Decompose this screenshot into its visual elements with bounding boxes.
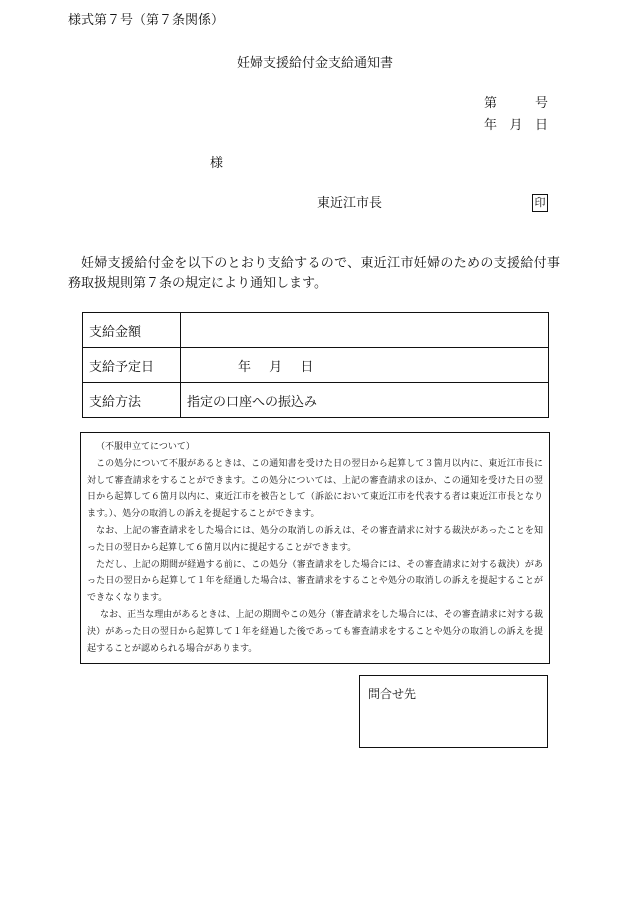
amount-label: 支給金額 xyxy=(83,313,181,348)
appeal-notice-heading: （不服申立てについて） xyxy=(96,442,195,452)
scheduled-month: 月 xyxy=(269,359,283,375)
table-row-method xyxy=(83,383,549,418)
appeal-notice-paragraph: この処分について不服があるときは、この通知書を受けた日の翌日から起算して３箇月以内に、東近江市長に対して審査請求をすることができます。この処分については、上記の審査請求のほか、この通知を受けた日の翌日から起算して６箇月以内に、東近江市を被告として（訴訟において東近江市を代表する者は東近江市長となります。）、処分の取消しの訴えを提起することができます。 xyxy=(87,458,543,520)
date-year: 年 xyxy=(484,118,498,133)
method-label: 支給方法 xyxy=(83,383,181,418)
table-row-amount xyxy=(83,313,549,348)
date-month: 月 xyxy=(509,118,523,133)
document-number-line xyxy=(484,96,548,112)
scheduled-date-value xyxy=(181,348,549,383)
issuer-name: 東近江市長 xyxy=(317,196,383,211)
contact-label: 問合せ先 xyxy=(368,687,417,701)
recipient-honorific: 様 xyxy=(210,156,224,171)
date-day: 日 xyxy=(534,118,548,133)
appeal-notice-paragraph: なお、上記の審査請求をした場合には、処分の取消しの訴えは、その審査請求に対する裁決があったことを知った日の翌日から起算して６箇月以内に提起することができます。 xyxy=(87,525,543,553)
scheduled-day: 日 xyxy=(300,359,314,375)
intro-paragraph: 妊婦支援給付金を以下のとおり支給するので、東近江市妊婦のための支援給付事務取扱規則第７条の規定により通知します。 xyxy=(68,256,560,291)
number-suffix: 号 xyxy=(534,96,548,111)
payment-info-table xyxy=(82,312,549,418)
issue-date-line xyxy=(484,118,548,134)
scheduled-year: 年 xyxy=(238,359,252,375)
method-value: 指定の口座への振込み xyxy=(181,383,549,418)
number-prefix: 第 xyxy=(484,96,498,111)
seal-stamp-box: 印 xyxy=(532,194,548,212)
appeal-notice-box xyxy=(80,432,550,664)
form-number: 様式第７号（第７条関係） xyxy=(68,13,225,28)
table-row-scheduled-date xyxy=(83,348,549,383)
contact-box xyxy=(359,675,548,748)
appeal-notice-paragraph: ただし、上記の期間が経過する前に、この処分（審査請求をした場合には、その審査請求に対する裁決）があった日の翌日から起算して１年を経過した場合は、審査請求をすることや処分の取消しの訴えを提起することができなくなります。 xyxy=(87,559,543,604)
amount-value xyxy=(181,313,549,348)
document-title: 妊婦支援給付金支給通知書 xyxy=(236,56,393,71)
appeal-notice-paragraph: なお、正当な理由があるときは、上記の期間やこの処分（審査請求をした場合には、その審査請求に対する裁決）があった日の翌日から起算して１年を経過した後であっても審査請求をすることや処分の取消しの訴えを提起することが認められる場合があります。 xyxy=(87,609,543,654)
scheduled-date-label: 支給予定日 xyxy=(83,348,181,383)
